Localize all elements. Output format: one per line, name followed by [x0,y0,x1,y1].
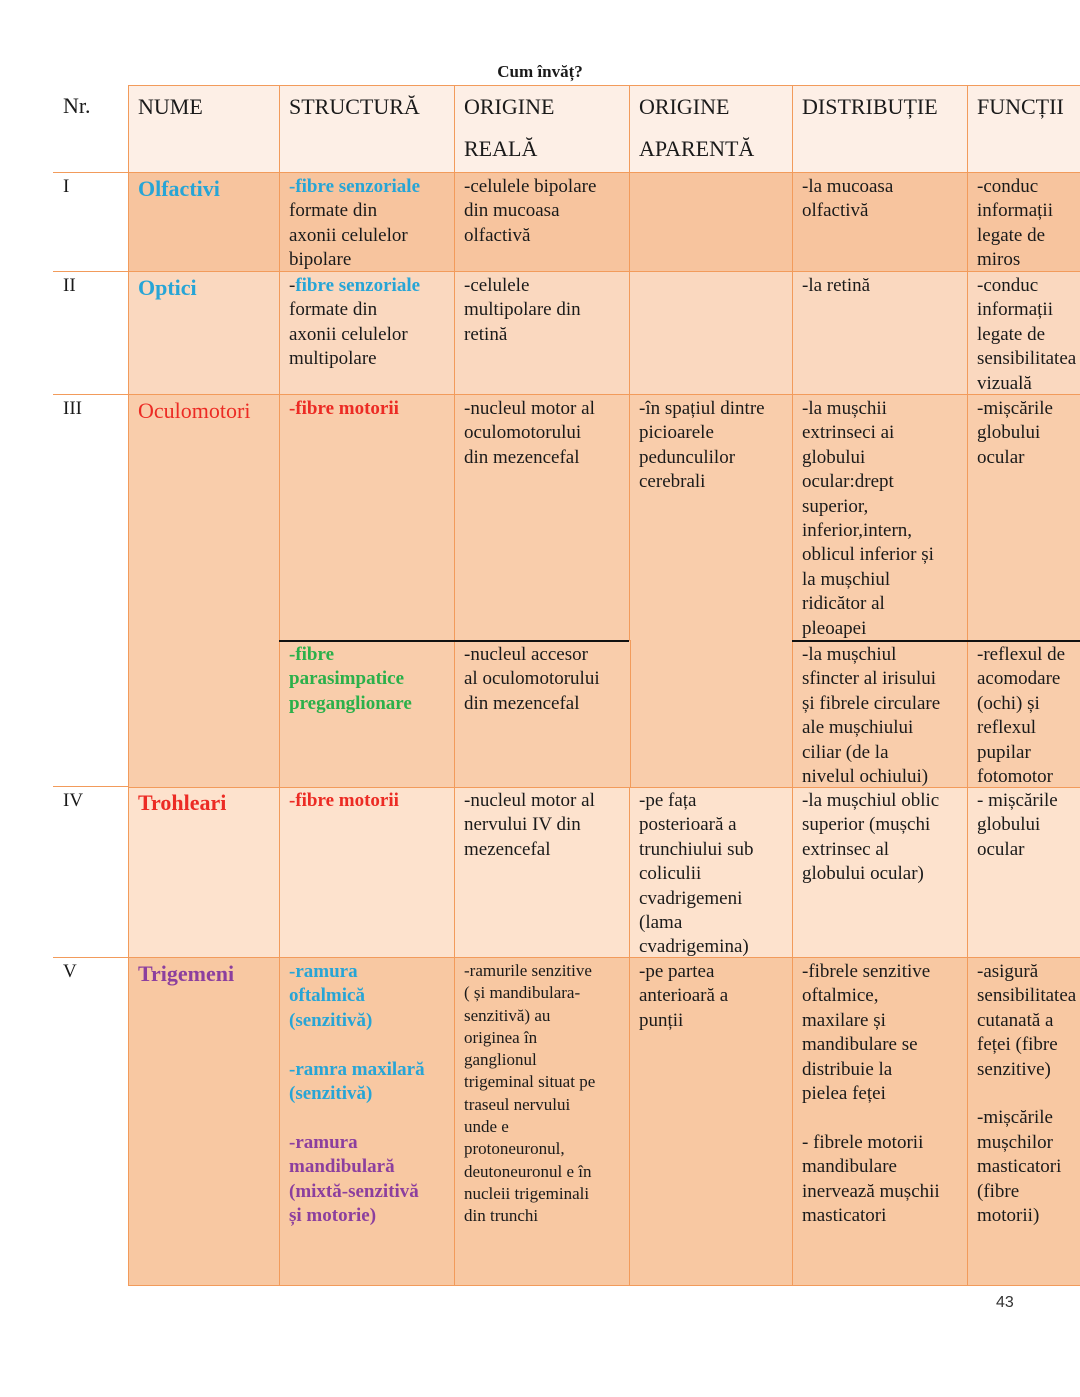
cell-text: -celulele bipolare din mucoasa olfactivă [464,176,597,246]
cell-text: -fibre motorii [289,398,399,419]
header-origine-aparenta [629,85,794,174]
cell-text: -ramurile senzitive ( și mandibulara- senzitivă) au originea în ganglionul trigeminal situat pe traseul nervului unde e protoneuronul, deutoneuronul e în nucleii trigeminali din trunchi [464,961,596,1226]
cell-text: -asigură sensibilitatea cutanată a feței (fibre senzitive) -mișcările mușchilor masticatori (fibre motorii) [977,961,1077,1227]
subrow-divider [792,640,1080,642]
header-nr [53,85,130,174]
cell-ii-struct [279,271,456,396]
cell-i-nr [53,172,130,273]
cell-text: -în spațiul dintre picioarele pedunculilor cerebrali [639,398,765,493]
cell-text: II [63,275,76,296]
cell-ii-distrib [792,271,969,396]
cell-text: -conduc informații legate de miros [977,176,1053,271]
cell-v-functii [967,957,1080,1286]
cell-i-reala [454,172,631,273]
header-label: Nr. [63,93,91,118]
cell-iii-nr [53,394,130,788]
cell-text: -mișcările globului ocular [977,398,1053,468]
cell-ii-aparenta [629,271,794,396]
cell-ii-functii [967,271,1080,396]
cell-v-name [128,957,281,1286]
cell-text: I [63,176,70,197]
cell-text: formate din axonii celulelor multipolare [289,299,408,370]
header-label: DISTRIBUȚIE [802,94,938,119]
cell-text: -nucleul motor al oculomotorului din mezencefal [464,398,595,468]
cell-iii-struct-b [279,640,456,788]
header-origine-reala [454,85,631,174]
cell-text: -la mușchiul oblic superior (mușchi extrinsec al globului ocular) [802,790,940,885]
cell-v-nr [53,957,130,1286]
cell-text: -reflexul de acomodare (ochi) și reflexul pupilar fotomotor [977,644,1066,788]
nerve-name: Trohleari [138,790,227,815]
cell-iii-distrib-a [792,394,969,642]
nerve-name: Optici [138,275,197,300]
cell-v-distrib [792,957,969,1286]
header-functii [967,85,1080,174]
cell-text: -nucleul accesor al oculomotorului din mezencefal [464,644,600,714]
cell-iii-reala-b [454,640,631,788]
cell-text: -la mușchii extrinseci ai globului ocular:drept superior, inferior,intern, oblicul inferior și la mușchiul ridicător al pleoapei [802,398,934,639]
cell-ii-nr [53,271,130,396]
cell-v-struct [279,957,456,1286]
header-structura [279,85,456,174]
cell-iii-aparenta [629,394,794,788]
cell-text: -la mucoasa olfactivă [802,176,894,222]
cell-text: -conduc informații legate de sensibilitatea vizuală [977,275,1077,394]
cell-text: -la mușchiul sfincter al irisului și fibrele circulare ale mușchiului ciliar (de la nivelul ochiului) [802,644,941,788]
cell-i-struct [279,172,456,273]
cell-iv-nr [53,786,130,959]
cell-i-distrib [792,172,969,273]
cell-text: -pe fața posterioară a trunchiului sub coliculii cvadrigemeni (lama cvadrigemina) [639,790,754,958]
nerve-name: Olfactivi [138,176,220,201]
header-distributie [792,85,969,174]
page-title: Cum învăț? [497,62,583,81]
cell-text: fibre senzoriale [295,275,421,296]
cell-iv-functii [967,786,1080,959]
nerve-name: Oculomotori [138,398,251,423]
cell-text: -fibre senzoriale [289,176,421,197]
cell-v-reala [454,957,631,1286]
cell-text: -fibrele senzitive oftalmice, maxilare și mandibulare se distribuie la pielea feței - fibrele motorii mandibulare inervează mușchii masticatori [802,961,940,1227]
cell-text: V [63,961,77,982]
cell-v-aparenta [629,957,794,1286]
cell-text: formate din axonii celulelor bipolare [289,200,408,271]
cell-text: - mișcările globului ocular [977,790,1058,860]
cell-text: IV [63,790,84,811]
cell-text: -la retină [802,275,871,296]
header-label: ORIGINE APARENTĂ [639,94,755,161]
cell-i-functii [967,172,1080,273]
header-label: ORIGINE REALĂ [464,94,555,161]
cell-text: -ramura oftalmică (senzitivă) -ramra maxilară (senzitivă) [289,961,425,1105]
cell-i-name [128,172,281,273]
cell-ii-name [128,271,281,396]
cell-text: -pe partea anterioară a punții [639,961,729,1031]
header-nume [128,85,281,174]
cell-iii-functii-a [967,394,1080,642]
nerve-name: Trigemeni [138,961,235,986]
cell-iii-reala-a [454,394,631,642]
cell-text: -nucleul motor al nervului IV din mezencefal [464,790,595,860]
cell-text: - [289,275,296,296]
cell-iii-name [128,394,281,788]
cell-ii-reala [454,271,631,396]
cell-iv-name [128,786,281,959]
cell-iii-functii-b [967,640,1080,788]
page-number: 43 [996,1294,1014,1311]
cell-i-aparenta [629,172,794,273]
cell-text: -fibre parasimpatice preganglionare [289,644,412,714]
header-label: FUNCȚII [977,94,1064,119]
cell-iv-reala [454,786,631,959]
subrow-divider [279,640,629,642]
cell-text: -celulele multipolare din retină [464,275,581,345]
header-label: STRUCTURĂ [289,94,420,119]
cell-iv-aparenta [629,786,794,959]
cell-iv-struct [279,786,456,959]
cell-iii-struct-a [279,394,456,642]
cell-iii-distrib-b [792,640,969,788]
cell-text: -fibre motorii [289,790,399,811]
cell-text: III [63,398,82,419]
header-label: NUME [138,94,203,119]
cell-iv-distrib [792,786,969,959]
cell-text: -ramura mandibulară (mixtă-senzitivă și motorie) [289,1131,419,1227]
